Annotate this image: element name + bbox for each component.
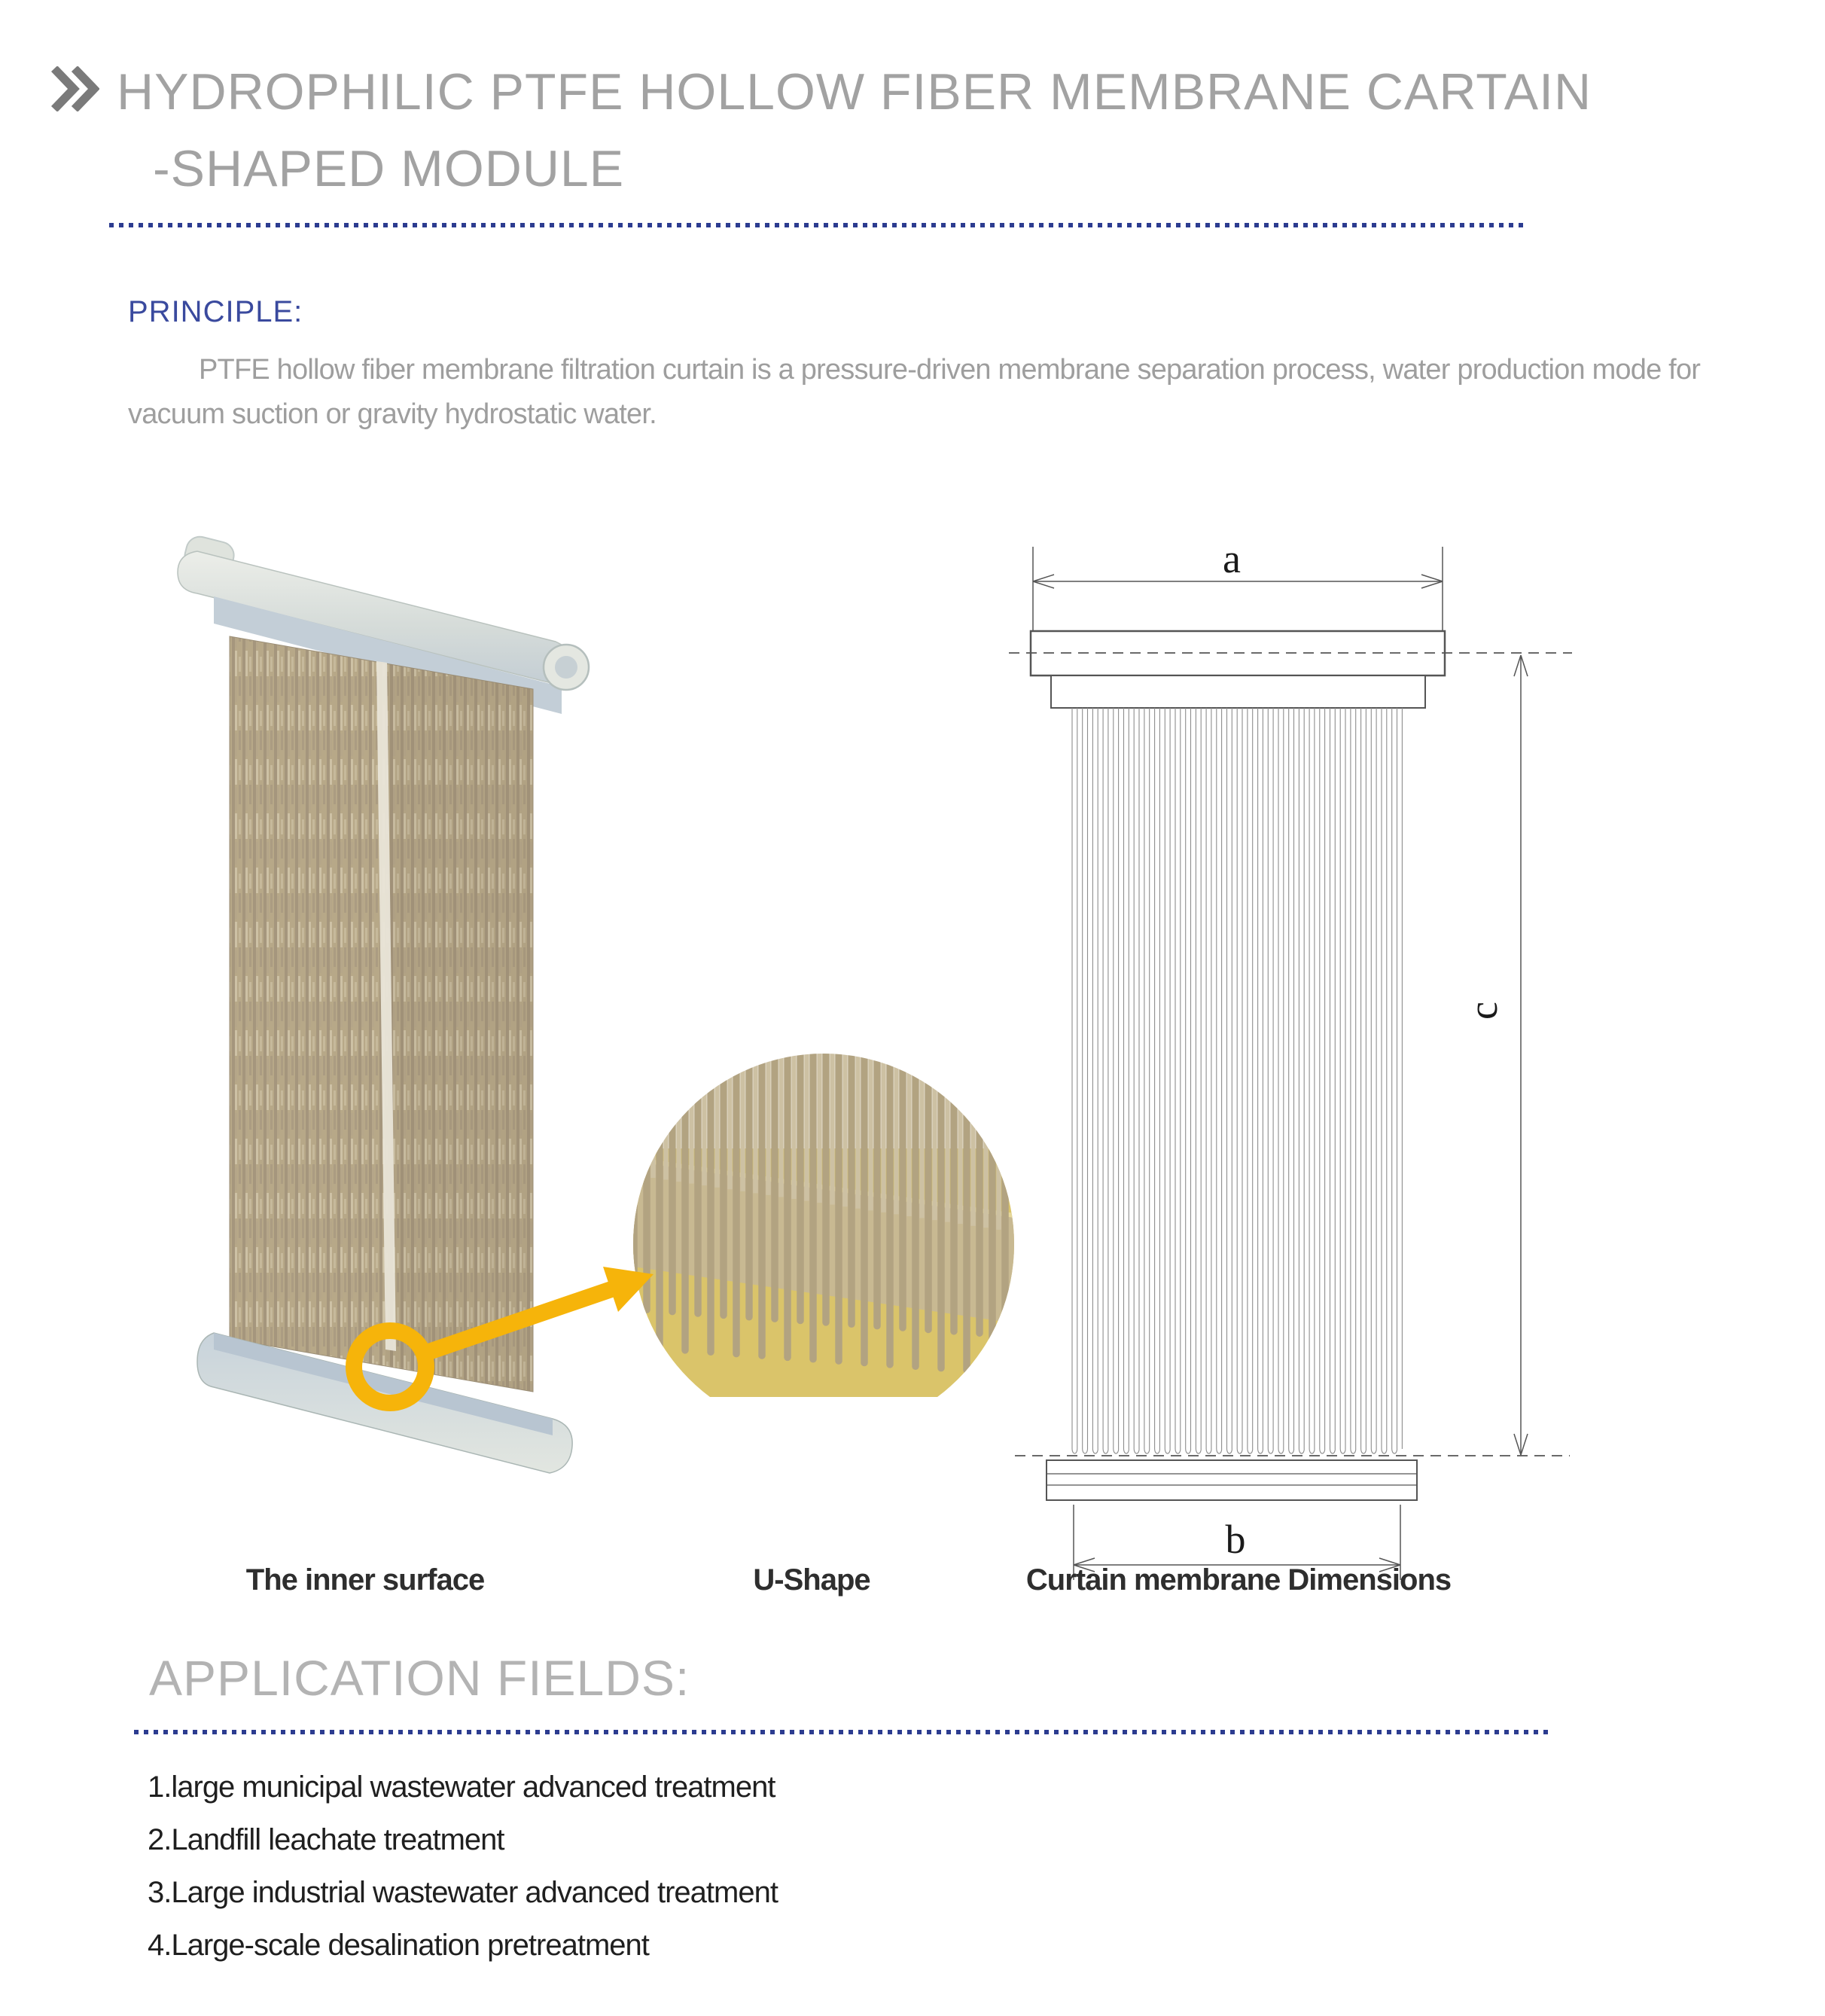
application-fields-heading: APPLICATION FIELDS: bbox=[149, 1650, 690, 1706]
dimension-label-b: b bbox=[1225, 1517, 1246, 1562]
title-dotted-divider bbox=[109, 223, 1526, 227]
application-item-2: 2.Landfill leachate treatment bbox=[148, 1823, 504, 1856]
application-item-3: 3.Large industrial wastewater advanced treatment bbox=[148, 1876, 778, 1909]
dimension-label-a: a bbox=[1223, 536, 1241, 581]
caption-dimensions: Curtain membrane Dimensions bbox=[1025, 1563, 1452, 1597]
application-item-4: 4.Large-scale desalination pretreatment bbox=[148, 1929, 649, 1962]
page-title-line1: HYDROPHILIC PTFE HOLLOW FIBER MEMBRANE CARTAIN bbox=[117, 63, 1592, 120]
chevron-double-right-icon bbox=[50, 66, 99, 111]
application-item-1: 1.large municipal wastewater advanced treatment bbox=[148, 1770, 775, 1804]
application-list bbox=[148, 1761, 778, 1972]
principle-text-line2: vacuum suction or gravity hydrostatic water. bbox=[128, 398, 657, 430]
dimensions-drawing-figure bbox=[1001, 497, 1596, 1597]
principle-text-line1: PTFE hollow fiber membrane filtration curtain is a pressure-driven membrane separation process, water production mode for bbox=[199, 354, 1701, 386]
caption-u-shape: U-Shape bbox=[753, 1563, 870, 1597]
application-dotted-divider bbox=[134, 1730, 1549, 1734]
curtain-right-shade bbox=[385, 663, 533, 1392]
caption-inner-surface: The inner surface bbox=[245, 1563, 485, 1597]
u-shape-inset-figure bbox=[633, 1054, 1014, 1435]
principle-heading: PRINCIPLE: bbox=[128, 295, 303, 328]
dimension-label-c: c bbox=[1461, 1002, 1506, 1020]
page-title-line2: -SHAPED MODULE bbox=[153, 140, 625, 197]
module-3d-figure bbox=[173, 520, 1031, 1521]
module-pipe-opening bbox=[555, 656, 577, 679]
